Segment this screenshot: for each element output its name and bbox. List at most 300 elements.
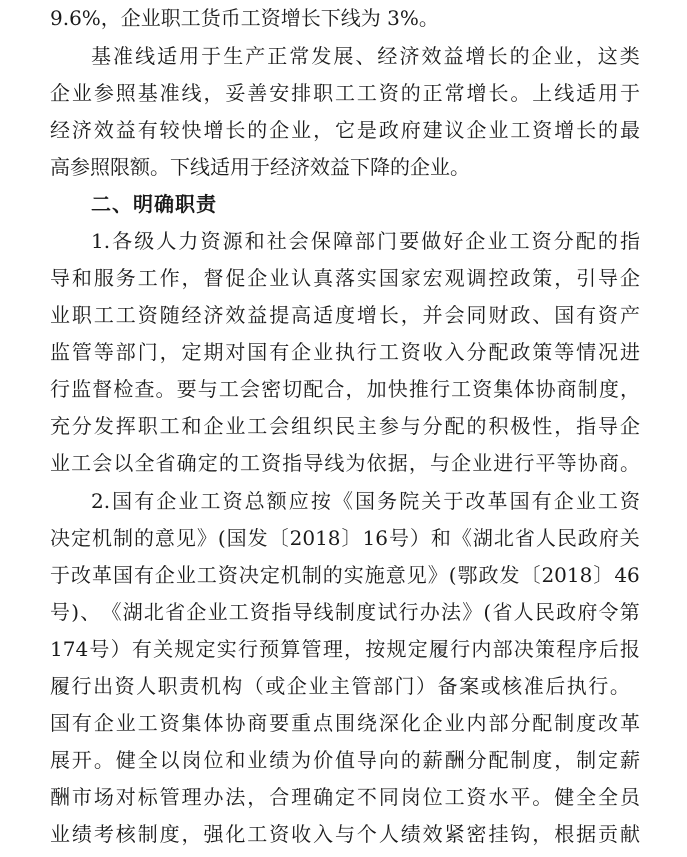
glyph: 管 <box>71 340 92 364</box>
glyph: 决 <box>238 563 259 587</box>
glyph: 工 <box>115 303 136 327</box>
glyph: 革 <box>487 489 508 513</box>
glyph: 业 <box>472 451 493 475</box>
glyph: 政 <box>478 563 499 587</box>
glyph: 部 <box>372 674 393 698</box>
glyph: 工 <box>137 266 158 290</box>
glyph: 与 <box>197 377 218 401</box>
glyph: 要 <box>399 229 420 253</box>
glyph: 酬 <box>444 748 465 772</box>
glyph: ， <box>400 303 421 327</box>
glyph: 指 <box>282 451 303 475</box>
glyph: 改 <box>70 563 91 587</box>
glyph: 它 <box>334 118 355 142</box>
glyph: 施 <box>364 563 385 587</box>
glyph: 工 <box>93 303 114 327</box>
glyph: 北 <box>143 600 164 624</box>
glyph: 随 <box>159 303 180 327</box>
glyph: 资 <box>531 229 552 253</box>
glyph: 保 <box>310 229 331 253</box>
glyph: 健 <box>115 748 136 772</box>
glyph: 并 <box>422 303 443 327</box>
glyph: 企 <box>93 711 114 735</box>
glyph: 深 <box>378 711 399 735</box>
glyph: 于 <box>50 563 70 587</box>
glyph: 资 <box>532 118 553 142</box>
glyph: 点 <box>313 711 334 735</box>
glyph: ， <box>159 340 180 364</box>
text-line <box>50 744 640 776</box>
glyph: 部 <box>492 637 513 661</box>
glyph: 规 <box>174 637 195 661</box>
glyph: 密 <box>261 377 282 401</box>
glyph: 资 <box>619 489 640 513</box>
glyph: 有 <box>531 489 552 513</box>
glyph: 进 <box>493 451 514 475</box>
glyph: 配 <box>488 340 509 364</box>
glyph: 适 <box>313 303 334 327</box>
glyph: 院 <box>399 489 420 513</box>
glyph: 制 <box>510 748 531 772</box>
glyph: 会 <box>269 414 290 438</box>
glyph: 钩 <box>510 822 531 846</box>
glyph: 经 <box>50 118 70 142</box>
glyph: 工 <box>159 414 180 438</box>
glyph: 见 <box>175 526 196 550</box>
glyph: 观 <box>444 266 465 290</box>
glyph: 度 <box>159 822 180 846</box>
glyph: 决 <box>513 637 534 661</box>
text-line <box>50 410 640 442</box>
glyph: 收 <box>422 340 443 364</box>
glyph: 行 <box>356 340 377 364</box>
glyph: 国 <box>509 489 530 513</box>
glyph: 理 <box>322 637 343 661</box>
glyph: 商 <box>247 711 268 735</box>
glyph: 等 <box>93 340 114 364</box>
glyph: 府 <box>400 118 421 142</box>
glyph: 革 <box>91 563 112 587</box>
glyph: 线 <box>135 44 156 68</box>
glyph: 企 <box>269 118 290 142</box>
glyph: ， <box>408 451 429 475</box>
glyph: 业 <box>50 451 70 475</box>
glyph: 会 <box>92 451 113 475</box>
glyph: 人 <box>378 822 399 846</box>
glyph: 国 <box>554 303 575 327</box>
glyph: 障 <box>332 229 353 253</box>
glyph: ， <box>247 785 268 809</box>
glyph: 挥 <box>115 414 136 438</box>
glyph: 民 <box>334 414 355 438</box>
glyph: 工 <box>71 451 92 475</box>
glyph: 人 <box>136 674 157 698</box>
glyph: 配 <box>303 377 324 401</box>
glyph: 定 <box>334 785 355 809</box>
glyph: 定 <box>598 748 619 772</box>
glyph: 准 <box>113 44 134 68</box>
glyph: 企 <box>553 489 574 513</box>
glyph: 行 <box>514 451 535 475</box>
glyph: 合 <box>324 377 345 401</box>
glyph: 效 <box>422 822 443 846</box>
glyph: 业 <box>247 748 268 772</box>
glyph: 职 <box>71 303 92 327</box>
glyph: 督 <box>92 377 113 401</box>
glyph: 真 <box>313 266 334 290</box>
glyph: 部 <box>115 340 136 364</box>
line-text: 高参照限额。下线适用于经济效益下降的企业。 <box>50 155 470 179</box>
glyph: 挂 <box>488 822 509 846</box>
glyph: 导 <box>598 266 619 290</box>
glyph: 政 <box>510 266 531 290</box>
glyph: ， <box>181 266 202 290</box>
glyph: 定 <box>197 451 218 475</box>
glyph: 管 <box>301 637 322 661</box>
glyph: 收 <box>291 822 312 846</box>
glyph: 北 <box>493 526 514 550</box>
glyph: 国 <box>112 563 133 587</box>
glyph: 构 <box>222 674 243 698</box>
glyph: 快 <box>387 377 408 401</box>
text-line <box>50 781 640 813</box>
glyph: 财 <box>488 303 509 327</box>
glyph: 促 <box>225 266 246 290</box>
glyph: 根 <box>554 822 575 846</box>
glyph: ） <box>409 526 430 550</box>
glyph: 强 <box>203 822 224 846</box>
glyph: 实 <box>343 563 364 587</box>
glyph: 引 <box>576 266 597 290</box>
glyph: 或 <box>480 674 501 698</box>
glyph: 于 <box>443 489 464 513</box>
glyph: 政 <box>378 118 399 142</box>
glyph: 机 <box>200 674 221 698</box>
glyph: 参 <box>93 81 114 105</box>
glyph: 导 <box>303 451 324 475</box>
glyph: ， <box>313 118 334 142</box>
glyph: 部 <box>355 229 376 253</box>
glyph: 全 <box>137 748 158 772</box>
glyph: 资 <box>261 451 282 475</box>
glyph: 《 <box>101 600 122 624</box>
glyph: 化 <box>225 822 246 846</box>
glyph: 的 <box>598 118 619 142</box>
glyph: 机 <box>280 563 301 587</box>
glyph: 分 <box>510 711 531 735</box>
glyph: 的 <box>400 81 421 105</box>
glyph: 企 <box>531 44 552 68</box>
glyph: 应 <box>288 489 309 513</box>
glyph: 业 <box>313 340 334 364</box>
glyph: 职 <box>313 81 334 105</box>
glyph: 关 <box>619 526 640 550</box>
glyph: 度 <box>598 377 619 401</box>
glyph: 依 <box>366 451 387 475</box>
glyph: 、 <box>355 44 376 68</box>
glyph: 定 <box>181 340 202 364</box>
glyph: 确 <box>176 451 197 475</box>
glyph: 业 <box>291 118 312 142</box>
glyph: 资 <box>400 340 421 364</box>
glyph: 和 <box>225 748 246 772</box>
glyph: 行 <box>50 377 70 401</box>
glyph: 》 <box>196 526 217 550</box>
glyph: 制 <box>576 748 597 772</box>
text-line <box>50 336 640 368</box>
glyph: 集 <box>181 711 202 735</box>
glyph: 线 <box>313 600 334 624</box>
glyph: 商 <box>556 377 577 401</box>
glyph: 会 <box>239 377 260 401</box>
glyph: 经 <box>377 44 398 68</box>
glyph: 府 <box>598 526 619 550</box>
glyph: 额 <box>266 489 287 513</box>
glyph: 对 <box>115 785 136 809</box>
glyph: 。 <box>532 785 553 809</box>
glyph: 善 <box>247 81 268 105</box>
glyph: 配 <box>575 229 596 253</box>
glyph: 发 <box>247 526 268 550</box>
glyph: 程 <box>556 637 577 661</box>
glyph: 生 <box>223 44 244 68</box>
text-line <box>50 373 640 405</box>
glyph: 较 <box>159 118 180 142</box>
glyph: 度 <box>334 303 355 327</box>
glyph: 度 <box>576 711 597 735</box>
glyph: 企 <box>154 563 175 587</box>
glyph: 展 <box>333 44 354 68</box>
glyph: 工 <box>196 563 217 587</box>
text-line <box>50 299 640 331</box>
glyph: 商 <box>598 451 619 475</box>
glyph: 源 <box>222 229 243 253</box>
glyph: 长 <box>488 81 509 105</box>
glyph: 企 <box>422 711 443 735</box>
glyph: 》 <box>427 563 448 587</box>
glyph: 经 <box>181 303 202 327</box>
glyph: 湖 <box>122 600 143 624</box>
glyph: 工 <box>239 451 260 475</box>
glyph: 化 <box>400 711 421 735</box>
glyph: 全 <box>134 451 155 475</box>
glyph: 有 <box>576 303 597 327</box>
glyph: 工 <box>510 118 531 142</box>
text-line <box>50 818 640 850</box>
glyph: 资 <box>114 674 135 698</box>
text-line <box>50 114 640 146</box>
glyph: 的 <box>597 229 618 253</box>
glyph: 省 <box>165 600 186 624</box>
text-line <box>50 633 640 665</box>
glyph: 以 <box>113 451 134 475</box>
glyph: 对 <box>225 340 246 364</box>
glyph: 全 <box>576 785 597 809</box>
glyph: 国 <box>378 266 399 290</box>
glyph: 工 <box>247 414 268 438</box>
glyph: 。 <box>155 377 176 401</box>
glyph: 企 <box>451 451 472 475</box>
glyph: 制 <box>301 563 322 587</box>
glyph: 预 <box>259 637 280 661</box>
glyph: 增 <box>465 44 486 68</box>
glyph: 贡 <box>598 822 619 846</box>
glyph: 的 <box>509 44 530 68</box>
glyph: 向 <box>378 748 399 772</box>
glyph: 照 <box>115 81 136 105</box>
glyph: 工 <box>137 711 158 735</box>
glyph: 资 <box>200 229 221 253</box>
glyph: 业 <box>308 674 329 698</box>
glyph: 174 <box>50 637 89 661</box>
glyph: 线 <box>181 81 202 105</box>
glyph: 执 <box>566 674 587 698</box>
glyph: 薪 <box>422 748 443 772</box>
glyph: 体 <box>514 377 535 401</box>
glyph: 工 <box>228 600 249 624</box>
glyph: 国 <box>247 340 268 364</box>
text-line <box>50 707 640 739</box>
glyph: 理 <box>181 785 202 809</box>
glyph: 工 <box>334 81 355 105</box>
glyph: 合 <box>269 785 290 809</box>
glyph: 省 <box>155 451 176 475</box>
glyph: 意 <box>154 526 175 550</box>
glyph: 有 <box>71 711 92 735</box>
glyph: 重 <box>291 711 312 735</box>
glyph: 行 <box>398 600 419 624</box>
glyph: 作 <box>159 266 180 290</box>
glyph: 查 <box>134 377 155 401</box>
paragraph-first-line <box>91 40 640 72</box>
glyph: 省 <box>492 600 513 624</box>
glyph: 内 <box>466 711 487 735</box>
glyph: 有 <box>269 340 290 364</box>
glyph: 益 <box>115 118 136 142</box>
glyph: 市 <box>71 785 92 809</box>
glyph: 、 <box>532 303 553 327</box>
glyph: 号 <box>388 526 409 550</box>
glyph: 46 <box>614 563 640 587</box>
glyph: 度 <box>356 600 377 624</box>
glyph: 导 <box>292 600 313 624</box>
glyph: 同 <box>466 303 487 327</box>
glyph: 工 <box>597 489 618 513</box>
glyph: 意 <box>385 563 406 587</box>
text-line <box>50 2 450 34</box>
glyph: 紧 <box>444 822 465 846</box>
glyph: 门 <box>394 674 415 698</box>
glyph: 不 <box>356 785 377 809</box>
glyph: 这 <box>597 44 618 68</box>
glyph: 况 <box>598 340 619 364</box>
glyph: 民 <box>556 526 577 550</box>
glyph: 济 <box>71 118 92 142</box>
glyph: 开 <box>71 748 92 772</box>
glyph: 等 <box>554 340 575 364</box>
glyph: 的 <box>466 414 487 438</box>
glyph: 关 <box>421 489 442 513</box>
glyph: 试 <box>377 600 398 624</box>
glyph: 企 <box>291 340 312 364</box>
glyph: 门 <box>377 229 398 253</box>
glyph: 省 <box>514 526 535 550</box>
glyph: 关 <box>153 637 174 661</box>
glyph: 围 <box>334 711 355 735</box>
glyph: 民 <box>534 600 555 624</box>
glyph: 等 <box>556 451 577 475</box>
glyph: 业 <box>178 489 199 513</box>
glyph: 安 <box>269 81 290 105</box>
glyph: 门 <box>137 340 158 364</box>
glyph: 策 <box>532 266 553 290</box>
paragraph-last-line <box>50 447 640 479</box>
glyph: ， <box>181 822 202 846</box>
glyph: 调 <box>466 266 487 290</box>
glyph: 主 <box>356 414 377 438</box>
glyph: 实 <box>216 637 237 661</box>
glyph: 标 <box>137 785 158 809</box>
paragraph-last-line <box>50 151 510 183</box>
glyph: 度 <box>532 748 553 772</box>
glyph: 常 <box>289 44 310 68</box>
glyph: 内 <box>471 637 492 661</box>
glyph: 改 <box>465 489 486 513</box>
glyph: 资 <box>598 303 619 327</box>
text-line <box>50 77 640 109</box>
glyph: 工 <box>247 822 268 846</box>
glyph: 业 <box>444 711 465 735</box>
glyph: 宏 <box>422 266 443 290</box>
glyph: 平 <box>535 451 556 475</box>
glyph: 上 <box>532 81 553 105</box>
glyph: 出 <box>93 674 114 698</box>
glyph: 定 <box>70 526 91 550</box>
glyph: 线 <box>324 451 345 475</box>
glyph: 履 <box>428 637 449 661</box>
glyph: 业 <box>175 563 196 587</box>
glyph: 绩 <box>71 822 92 846</box>
glyph: 指 <box>576 414 597 438</box>
glyph: 有 <box>134 489 155 513</box>
glyph: 工 <box>218 377 239 401</box>
glyph: 分 <box>553 229 574 253</box>
glyph: 协 <box>577 451 598 475</box>
glyph: 进 <box>619 340 640 364</box>
glyph: 导 <box>598 414 619 438</box>
glyph: 会 <box>444 303 465 327</box>
glyph: 《 <box>451 526 472 550</box>
glyph: 济 <box>399 44 420 68</box>
glyph: 值 <box>334 748 355 772</box>
glyph: 企 <box>465 229 486 253</box>
glyph: 排 <box>291 81 312 105</box>
glyph: 业 <box>50 303 70 327</box>
glyph: 增 <box>466 81 487 105</box>
glyph: 产 <box>245 44 266 68</box>
glyph: ( <box>483 600 492 624</box>
glyph: 革 <box>619 711 640 735</box>
glyph: ， <box>345 377 366 401</box>
glyph: 办 <box>203 785 224 809</box>
line-text: 9.6%，企业职工货币工资增长下线为 3%。 <box>50 6 439 30</box>
glyph: 企 <box>466 118 487 142</box>
glyph: 议 <box>444 118 465 142</box>
glyph: 企 <box>286 674 307 698</box>
glyph: 法 <box>225 785 246 809</box>
glyph: 定 <box>259 563 280 587</box>
glyph: 履 <box>50 674 70 698</box>
